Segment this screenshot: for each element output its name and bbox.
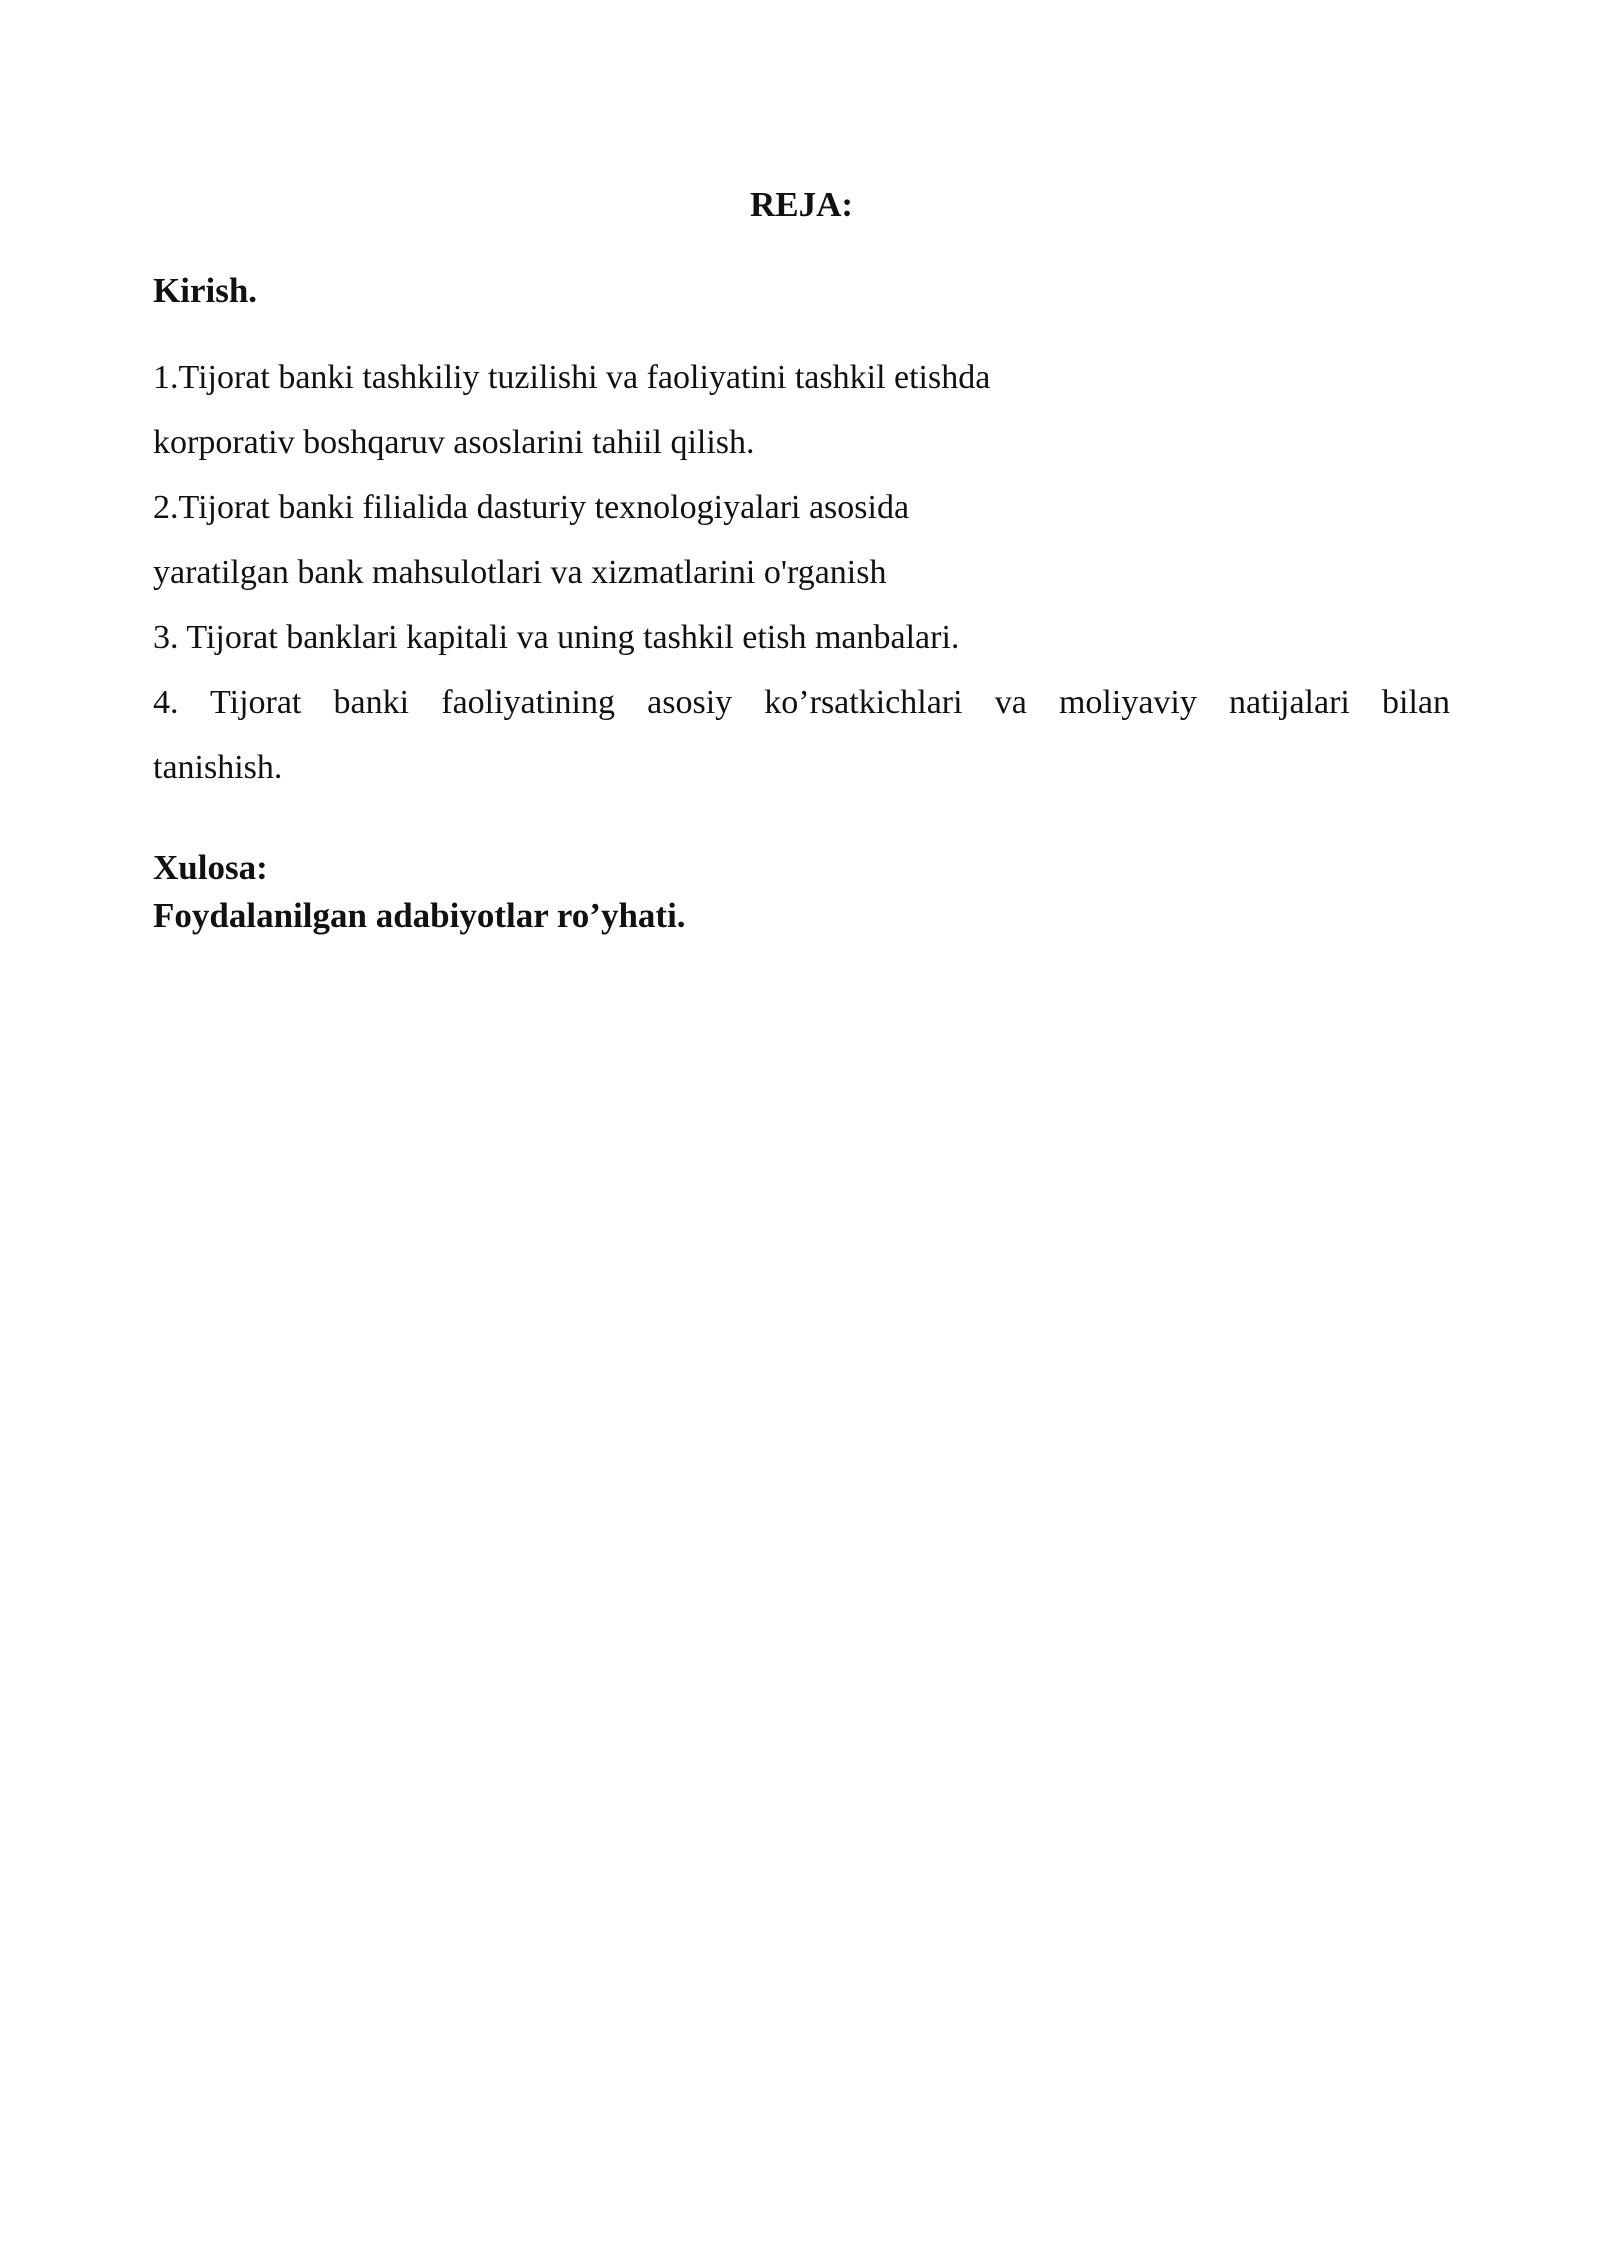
plan-line-3: 2.Tijorat banki filialida dasturiy texnologiyalari asosida bbox=[153, 489, 910, 526]
document-content bbox=[153, 185, 1450, 940]
plan-line-5: 3. Tijorat banklari kapitali va uning tashkil etish manbalari. bbox=[153, 619, 960, 656]
intro-heading: Kirish. bbox=[153, 271, 258, 310]
plan-list bbox=[153, 345, 1450, 800]
plan-line-6: 4. Tijorat banki faoliyatining asosiy ko’rsatkichlari va moliyaviy natijalari bilan bbox=[153, 684, 1450, 721]
bibliography-heading: Foydalanilgan adabiyotlar ro’yhati. bbox=[153, 896, 686, 935]
page-title: REJA: bbox=[749, 185, 854, 224]
conclusion-heading: Xulosa: bbox=[153, 848, 268, 887]
plan-line-1: 1.Tijorat banki tashkiliy tuzilishi va faoliyatini tashkil etishda bbox=[153, 359, 991, 396]
plan-line-7: tanishish. bbox=[153, 749, 283, 786]
plan-line-4: yaratilgan bank mahsulotlari va xizmatlarini o'rganish bbox=[153, 554, 887, 591]
plan-line-2: korporativ boshqaruv asoslarini tahiil qilish. bbox=[153, 424, 755, 461]
